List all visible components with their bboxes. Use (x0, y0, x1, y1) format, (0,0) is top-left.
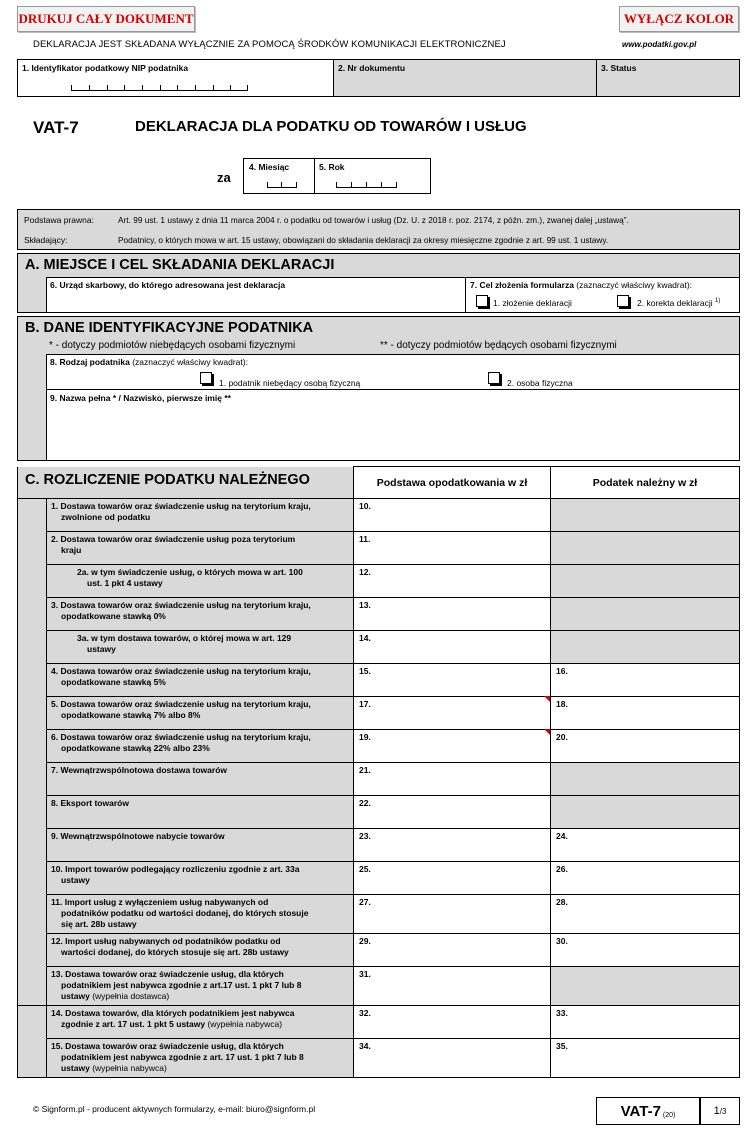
table-row (18, 967, 740, 1006)
field-12[interactable]: 12. (354, 565, 551, 598)
table-row (18, 829, 740, 862)
tax-disabled (551, 532, 740, 565)
tax-disabled (551, 967, 740, 1006)
row-label: 15. Dostawa towarów oraz świadczenie usług, dla których podatnikiem jest nabywca zgodnie z art. 17 ust. 1 pkt 7 lub 8 ustawy (wypełnia nabywca) (47, 1039, 354, 1078)
tax-disabled (551, 763, 740, 796)
note-natural: ** - dotyczy podmiotów będących osobami fizycznymi (380, 340, 617, 351)
site-url[interactable]: www.podatki.gov.pl (622, 40, 697, 49)
full-name-field[interactable] (46, 389, 740, 461)
row-label: 8. Eksport towarów (47, 796, 354, 829)
row-label: 10. Import towarów podlegający rozliczeniu zgodnie z art. 33a ustawy (47, 862, 354, 895)
correction-checkbox[interactable] (617, 295, 629, 307)
field-24[interactable]: 24. (551, 829, 740, 862)
field-11[interactable]: 11. (354, 532, 551, 565)
form-title: DEKLARACJA DLA PODATKU OD TOWARÓW I USŁUG (135, 118, 527, 135)
field-23[interactable]: 23. (354, 829, 551, 862)
footer-credit: © Signform.pl - producent aktywnych formularzy, e-mail: biuro@signform.pl (33, 1104, 316, 1114)
table-row (18, 934, 740, 967)
submission-label: 1. złożenie deklaracji (493, 298, 572, 308)
field-16[interactable]: 16. (551, 664, 740, 697)
field-18[interactable]: 18. (551, 697, 740, 730)
row-label: 13. Dostawa towarów oraz świadczenie usług, dla których podatnikiem jest nabywca zgodnie z art.17 ust. 1 pkt 7 lub 8 ustawy (wypełnia dostawca) (47, 967, 354, 1006)
field-25[interactable]: 25. (354, 862, 551, 895)
table-row (18, 598, 740, 631)
section-b (17, 316, 740, 461)
table-row (18, 1039, 740, 1078)
field-21[interactable]: 21. (354, 763, 551, 796)
taxpayer-type-label: 8. Rodzaj podatnika (zaznaczyć właściwy kwadrat): (50, 357, 248, 367)
column-header-tax: Podatek należny w zł (551, 467, 740, 499)
note-non-natural: * - dotyczy podmiotów niebędących osobami fizycznymi (49, 340, 296, 351)
field-14[interactable]: 14. (354, 631, 551, 664)
correction-label: 2. korekta deklaracji $^{1)}$ (637, 298, 721, 308)
table-row (18, 532, 740, 565)
field-28[interactable]: 28. (551, 895, 740, 934)
field-10[interactable]: 10. (354, 499, 551, 532)
table-row (18, 664, 740, 697)
section-a (17, 253, 740, 313)
natural-person-checkbox[interactable] (488, 372, 500, 384)
row-label: 2. Dostawa towarów oraz świadczenie usług poza terytorium kraju (47, 532, 354, 565)
field-27[interactable]: 27. (354, 895, 551, 934)
za-label: za (217, 170, 231, 185)
footer-form-code: VAT-7 (20) (596, 1097, 700, 1125)
row-label: 11. Import usług z wyłączeniem usług nabywanych od podatników podatku od wartości dodanej, do których stosuje się art. 28b ustawy (47, 895, 354, 934)
month-field[interactable] (243, 158, 315, 194)
submission-checkbox[interactable] (476, 295, 488, 307)
declaration-note: DEKLARACJA JEST SKŁADANA WYŁĄCZNIE ZA POMOCĄ ŚRODKÓW KOMUNIKACJI ELEKTRONICZNEJ (33, 39, 506, 50)
row-label: 4. Dostawa towarów oraz świadczenie usług na terytorium kraju, opodatkowane stawką 5% (47, 664, 354, 697)
section-c-table (17, 466, 740, 1078)
tax-disabled (551, 565, 740, 598)
table-row (18, 499, 740, 532)
legal-basis-key: Podstawa prawna: (24, 215, 94, 225)
table-row (18, 730, 740, 763)
row-label: 3a. w tym dostawa towarów, o której mowa w art. 129 ustawy (47, 631, 354, 664)
field-17[interactable]: 17. (354, 697, 551, 730)
row-label: 5. Dostawa towarów oraz świadczenie usług na terytorium kraju, opodatkowane stawką 7% albo 8% (47, 697, 354, 730)
row-indent (18, 1006, 47, 1078)
nip-ticks (71, 86, 248, 91)
table-row (18, 862, 740, 895)
legal-basis-box (17, 209, 740, 250)
field-34[interactable]: 34. (354, 1039, 551, 1078)
filer-key: Składający: (24, 235, 68, 245)
field-26[interactable]: 26. (551, 862, 740, 895)
tax-disabled (551, 631, 740, 664)
toggle-color-button[interactable]: WYŁĄCZ KOLOR (619, 6, 739, 32)
row-label: 3. Dostawa towarów oraz świadczenie usług na terytorium kraju, opodatkowane stawką 0% (47, 598, 354, 631)
status-field (596, 59, 740, 97)
field-15[interactable]: 15. (354, 664, 551, 697)
tax-office-label: 6. Urząd skarbowy, do którego adresowana jest deklaracja (50, 280, 286, 290)
print-document-button[interactable]: DRUKUJ CAŁY DOKUMENT (17, 6, 195, 32)
row-label: 7. Wewnątrzwspólnotowa dostawa towarów (47, 763, 354, 796)
legal-basis-text: Art. 99 ust. 1 ustawy z dnia 11 marca 2004 r. o podatku od towarów i usług (Dz. U. z 2018 r. poz. 2174, z późn. zm.), zwanej dalej „ustawą”. (118, 215, 629, 225)
table-row (18, 763, 740, 796)
field-20[interactable]: 20. (551, 730, 740, 763)
doc-number-field (333, 59, 597, 97)
tax-disabled (551, 499, 740, 532)
year-label: 5. Rok (319, 162, 345, 172)
taxpayer-type-field (46, 354, 740, 390)
row-label: 2a. w tym świadczenie usług, o których mowa w art. 100 ust. 1 pkt 4 ustawy (47, 565, 354, 598)
field-13[interactable]: 13. (354, 598, 551, 631)
field-30[interactable]: 30. (551, 934, 740, 967)
doc-number-label: 2. Nr dokumentu (338, 63, 406, 73)
row-label: 9. Wewnątrzwspólnotowe nabycie towarów (47, 829, 354, 862)
table-row (18, 697, 740, 730)
field-32[interactable]: 32. (354, 1006, 551, 1039)
status-label: 3. Status (601, 63, 637, 73)
row-label: 12. Import usług nabywanych od podatników podatku od wartości dodanej, do których stosuje się art. 28b ustawy (47, 934, 354, 967)
month-ticks (267, 183, 297, 188)
table-row (18, 895, 740, 934)
non-natural-person-checkbox[interactable] (200, 372, 212, 384)
column-header-base: Podstawa opodatkowania w zł (354, 467, 551, 499)
natural-person-label: 2. osoba fizyczna (507, 378, 573, 388)
field-31[interactable]: 31. (354, 967, 551, 1006)
table-row (18, 565, 740, 598)
form-code: VAT-7 (33, 118, 79, 137)
row-label: 6. Dostawa towarów oraz świadczenie usług na terytorium kraju, opodatkowane stawką 22% albo 23% (47, 730, 354, 763)
footer-page-number: 1 /3 (700, 1097, 740, 1125)
non-natural-person-label: 1. podatnik niebędący osobą fizyczną (219, 378, 361, 388)
purpose-label: 7. Cel złożenia formularza (zaznaczyć właściwy kwadrat): (470, 280, 693, 290)
year-ticks (336, 183, 397, 188)
table-row (18, 796, 740, 829)
nip-field[interactable] (17, 59, 334, 97)
section-a-title: A. MIEJSCE I CEL SKŁADANIA DEKLARACJI (25, 257, 335, 273)
table-row (18, 1006, 740, 1039)
purpose-field (465, 277, 740, 313)
row-label: 1. Dostawa towarów oraz świadczenie usług na terytorium kraju, zwolnione od podatku (47, 499, 354, 532)
tax-disabled (551, 598, 740, 631)
field-19[interactable]: 19. (354, 730, 551, 763)
nip-label: 1. Identyfikator podatkowy NIP podatnika (22, 63, 189, 73)
tax-disabled (551, 796, 740, 829)
filer-text: Podatnicy, o których mowa w art. 15 ustawy, obowiązani do składania deklaracji za okresy miesięczne zgodnie z art. 99 ust. 1 ustawy. (118, 235, 609, 245)
row-indent (18, 499, 47, 1006)
section-b-title: B. DANE IDENTYFIKACYJNE PODATNIKA (25, 320, 314, 336)
field-29[interactable]: 29. (354, 934, 551, 967)
year-field[interactable] (314, 158, 431, 194)
field-35[interactable]: 35. (551, 1039, 740, 1078)
tax-office-field[interactable] (46, 277, 466, 313)
full-name-label: 9. Nazwa pełna * / Nazwisko, pierwsze imię ** (50, 393, 231, 403)
field-33[interactable]: 33. (551, 1006, 740, 1039)
section-c-title: C. ROZLICZENIE PODATKU NALEŻNEGO (25, 472, 310, 488)
row-label: 14. Dostawa towarów, dla których podatnikiem jest nabywca zgodnie z art. 17 ust. 1 pkt 5 ustawy (wypełnia nabywca) (47, 1006, 354, 1039)
month-label: 4. Miesiąc (249, 162, 290, 172)
table-row (18, 631, 740, 664)
field-22[interactable]: 22. (354, 796, 551, 829)
